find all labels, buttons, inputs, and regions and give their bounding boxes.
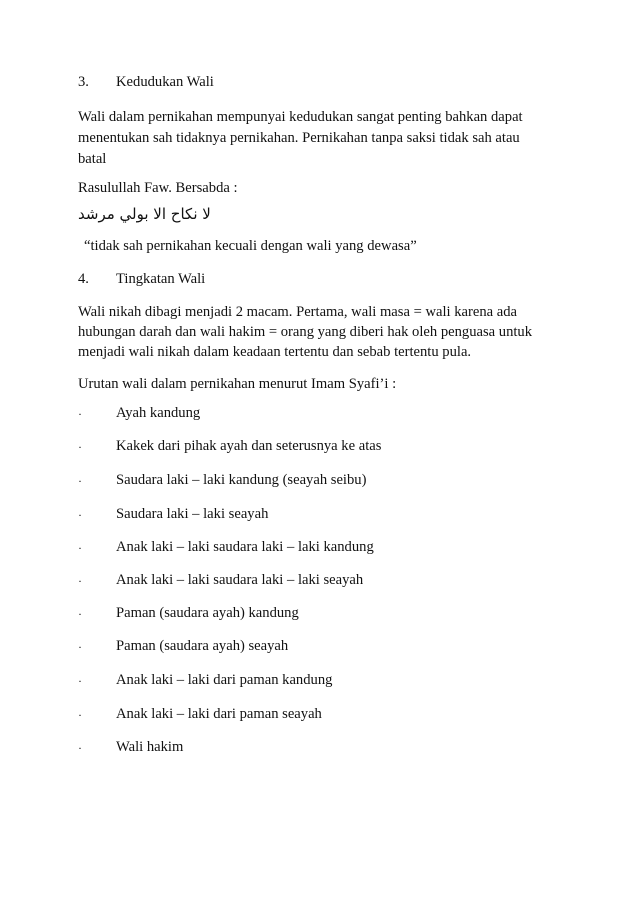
hadith-intro: Rasulullah Faw. Bersabda : bbox=[78, 180, 238, 196]
bullet-icon: · bbox=[78, 508, 82, 522]
paragraph-line: Wali dalam pernikahan mempunyai kedudukan sangat penting bahkan dapat bbox=[78, 109, 523, 125]
paragraph-line: batal bbox=[78, 151, 107, 167]
list-item: Paman (saudara ayah) kandung bbox=[116, 605, 299, 621]
section-heading: Kedudukan Wali bbox=[116, 74, 214, 90]
list-intro: Urutan wali dalam pernikahan menurut Imam Syafi’i : bbox=[78, 376, 397, 392]
bullet-icon: · bbox=[78, 607, 82, 621]
bullet-icon: · bbox=[78, 640, 82, 654]
section-number: 3. bbox=[78, 74, 89, 90]
bullet-icon: · bbox=[78, 574, 82, 588]
bullet-icon: · bbox=[78, 407, 82, 421]
bullet-icon: · bbox=[78, 708, 82, 722]
list-item: Paman (saudara ayah) seayah bbox=[116, 638, 289, 654]
bullet-icon: · bbox=[78, 474, 82, 488]
list-item: Anak laki – laki dari paman seayah bbox=[116, 706, 322, 722]
arabic-text: لا نكاح الا بولي مرشد bbox=[78, 205, 211, 223]
paragraph-line: hubungan darah dan wali hakim = orang yang diberi hak oleh penguasa untuk bbox=[78, 324, 533, 340]
bullet-icon: · bbox=[78, 541, 82, 555]
paragraph-line: menjadi wali nikah dalam keadaan tertentu dan sebab tertentu pula. bbox=[78, 344, 472, 360]
list-item: Anak laki – laki saudara laki – laki seayah bbox=[116, 572, 364, 588]
list-item: Saudara laki – laki seayah bbox=[116, 506, 269, 522]
bullet-icon: · bbox=[78, 440, 82, 454]
section-heading: Tingkatan Wali bbox=[116, 271, 206, 287]
translation-quote: “tidak sah pernikahan kecuali dengan wali yang dewasa” bbox=[84, 238, 417, 254]
bullet-icon: · bbox=[78, 674, 82, 688]
list-item: Saudara laki – laki kandung (seayah seibu) bbox=[116, 472, 367, 488]
paragraph-line: Wali nikah dibagi menjadi 2 macam. Pertama, wali masa = wali karena ada bbox=[78, 304, 518, 320]
list-item: Ayah kandung bbox=[116, 405, 201, 421]
list-item: Anak laki – laki saudara laki – laki kandung bbox=[116, 539, 374, 555]
list-item: Wali hakim bbox=[116, 739, 184, 755]
list-item: Kakek dari pihak ayah dan seterusnya ke atas bbox=[116, 438, 382, 454]
list-item: Anak laki – laki dari paman kandung bbox=[116, 672, 333, 688]
section-number: 4. bbox=[78, 271, 89, 287]
bullet-icon: · bbox=[78, 741, 82, 755]
paragraph-line: menentukan sah tidaknya pernikahan. Pernikahan tanpa saksi tidak sah atau bbox=[78, 130, 520, 146]
